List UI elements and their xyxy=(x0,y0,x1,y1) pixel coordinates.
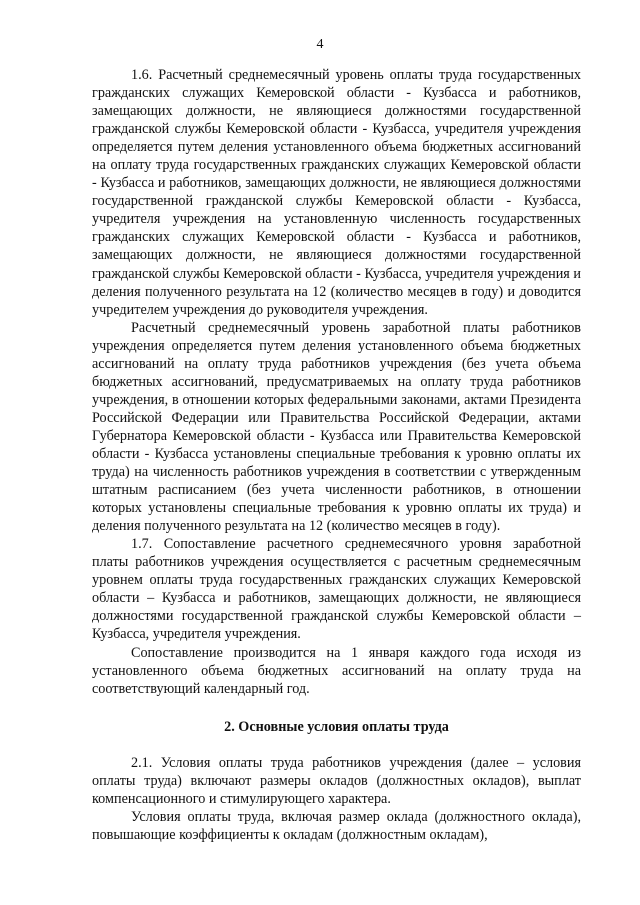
document-body xyxy=(92,66,581,844)
paragraph-1-6: 1.6. Расчетный среднемесячный уровень оплаты труда государственных гражданских служащих Кемеровской области - Кузбасса и работников, замещающих должности, не являющиеся должностями государственной гражданской службы Кемеровской области - Кузбасса, учредителя учреждения определяется путем деления установленного объема бюджетных ассигнований на оплату труда государственных гражданских служащих Кемеровской области - Кузбасса и работников, замещающих должности, не являющиеся должностями государственной гражданской службы Кемеровской области - Кузбасса, учредителя учреждения на установленную численность государственных гражданских служащих Кемеровской области - Кузбасса и работников, замещающих должности, не являющиеся должностями государственной гражданской службы Кемеровской области - Кузбасса, учредителя учреждения и деления полученного результата на 12 (количество месяцев в году) и доводится учредителем учреждения до руководителя учреждения. xyxy=(92,67,581,318)
paragraph-1-7: 1.7. Сопоставление расчетного среднемесячного уровня заработной платы работников учреждения осуществляется с расчетным среднемесячным уровнем оплаты труда государственных гражданских служащих Кемеровской области – Кузбасса и работников, замещающих должности, не являющиеся должностями государственной гражданской службы Кемеровской области – Кузбасса, учредителя учреждения. xyxy=(92,536,581,643)
paragraph-1-7-comparison: Сопоставление производится на 1 января каждого года исходя из установленного объема бюджетных ассигнований на оплату труда на соответствующий календарный год. xyxy=(92,644,581,697)
section-2-heading: 2. Основные условия оплаты труда xyxy=(224,718,449,735)
page-number: 4 xyxy=(316,37,324,52)
paragraph-2-1: 2.1. Условия оплаты труда работников учреждения (далее – условия оплаты труда) включают размеры окладов (должностных окладов), выплат компенсационного и стимулирующего характера. xyxy=(92,754,581,807)
paragraph-1-6-salary-level: Расчетный среднемесячный уровень заработной платы работников учреждения определяется путем деления установленного объема бюджетных ассигнований на оплату труда работников учреждения (без учета объема бюджетных ассигнований, предусматриваемых на оплату труда работников учреждения, в отношении которых федеральными законами, актами Президента Российской Федерации или Правительства Российской Федерации, актами Губернатора Кемеровской области - Кузбасса или Правительства Кемеровской области - Кузбасса установлены специальные требования к уровню оплаты их труда) на численность работников учреждения в соответствии с утвержденным штатным расписанием (без учета численности работников, в отношении которых установлены специальные требования к уровню оплаты их труда) и деления полученного результата на 12 (количество месяцев в году). xyxy=(92,319,581,535)
paragraph-2-1-conditions: Условия оплаты труда, включая размер оклада (должностного оклада), повышающие коэффициенты к окладам (должностным окладам), xyxy=(92,808,581,843)
